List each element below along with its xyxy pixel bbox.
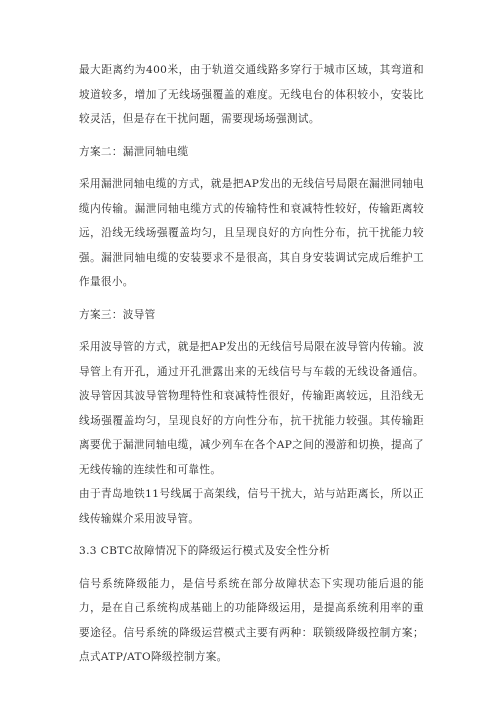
paragraph-scheme-one-tail: 最大距离约为400米，由于轨道交通线路多穿行于城市区域，其弯道和坡道较多，增加了无线场强覆盖的难度。无线电台的体积较小，安装比较灵活，但是存在干扰问题，需要现场场强测试。 (79, 64, 424, 125)
section-heading-3-3: 3.3 CBTC故障情况下的降级运行模式及安全性分析 (79, 545, 331, 557)
paragraph-waveguide: 采用波导管的方式，就是把AP发出的无线信号局限在波导管内传输。波导管上有开孔，通过开孔泄露出来的无线信号与车载的无线设备通信。波导管因其波导管物理特性和衰减特性很好，传输距离较远，且沿线无线场强覆盖均匀，呈现良好的方向性分布，抗干扰能力较强。其传输距离要优于漏泄同轴电缆，减少列车在各个AP之间的漫游和切换，提高了无线传输的连续性和可靠性。 (79, 341, 424, 476)
paragraph-qingdao-line: 由于青岛地铁11号线属于高架线，信号干扰大，站与站距离长，所以正线传输媒介采用波导管。 (79, 488, 424, 525)
heading-scheme-two: 方案二：漏泄同轴电缆 (79, 145, 189, 158)
paragraph-degraded-mode: 信号系统降级能力，是信号系统在部分故障状态下实现功能后退的能力，是在自己系统构成基础上的功能降级运用，是提高系统利用率的重要途径。信号系统的降级运营模式主要有两种：联锁级降级控制方案；点式ATP/ATO降级控制方案。 (79, 577, 424, 663)
heading-scheme-three: 方案三：波导管 (79, 308, 156, 321)
paragraph-leaky-cable: 采用漏泄同轴电缆的方式，就是把AP发出的无线信号局限在漏泄同轴电缆内传输。漏泄同轴电缆方式的传输特性和衰减特性较好，传输距离较远，沿线无线场强覆盖均匀，且呈现良好的方向性分布，抗干扰能力较强。漏泄同轴电缆的安装要求不是很高，其自身安装调试完成后维护工作量很小。 (79, 178, 424, 288)
document-page (79, 58, 424, 670)
